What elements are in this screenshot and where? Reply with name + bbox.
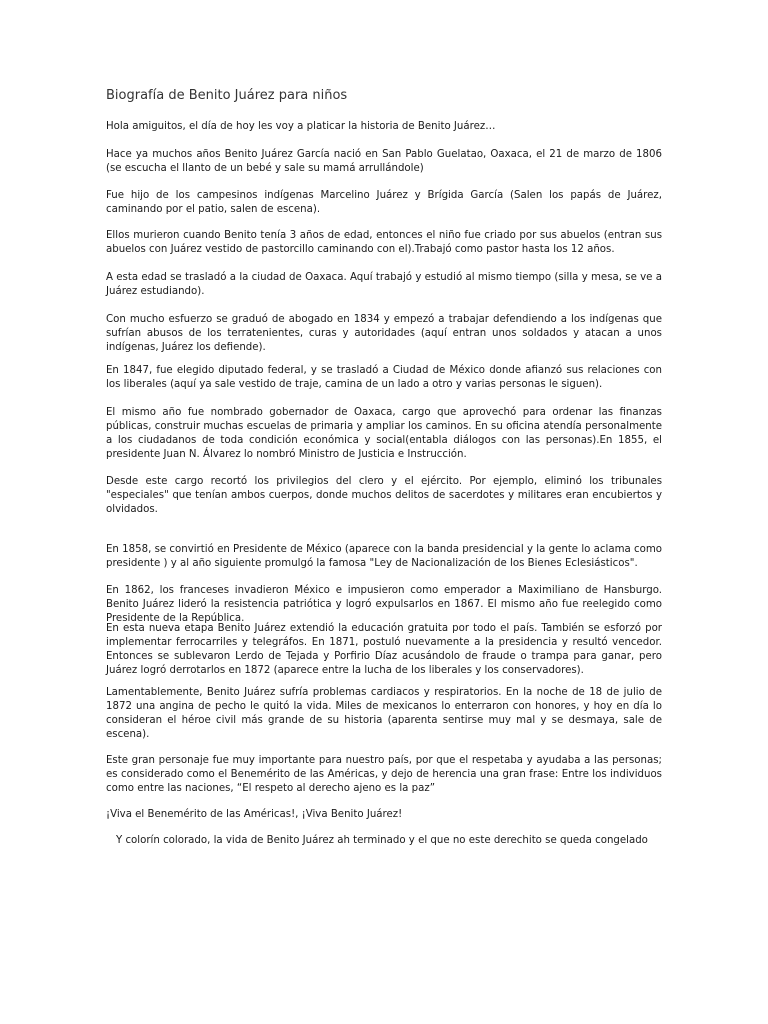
document-title: Biografía de Benito Juárez para niños (106, 88, 348, 103)
paragraph-education: En esta nueva etapa Benito Juárez extendió la educación gratuita por todo el país. También se esforzó por implementar ferrocarriles y telegráfos. En 1871, postuló nuevamente a la presidencia y resultó vencedor. Entonces se sublevaron Lerdo de Tejada y Porfirio Díaz acusándolo de fraude o trampa para ganar, pero Juárez logró derrotarlos en 1872 (aparece entre la lucha de los liberales y los conservadores). (106, 623, 662, 676)
paragraph-president: En 1858, se convirtió en Presidente de México (aparece con la banda presidencial y la gente lo aclama como presidente ) y al año siguiente promulgó la famosa "Ley de Nacionalización de los Bienes Eclesiásticos". (106, 544, 662, 569)
paragraph-lawyer: Con mucho esfuerzo se graduó de abogado en 1834 y empezó a trabajar defendiendo a los indígenas que sufrían abusos de los terratenientes, curas y autoridades (aquí entran unos soldados y atacan a unos indígenas, Juárez los defiende). (106, 314, 662, 353)
paragraph-legacy: Este gran personaje fue muy importante para nuestro país, por que el respetaba y ayudaba a las personas; es considerado como el Benemérito de las Américas, y dejo de herencia una gran frase: Entre los individuos como entre las naciones, “El respeto al derecho ajeno es la paz” (106, 755, 662, 794)
paragraph-birth: Hace ya muchos años Benito Juárez García nació en San Pablo Guelatao, Oaxaca, el 21 de marzo de 1806 (se escucha el llanto de un bebé y sale su mamá arrullándole) (106, 149, 662, 174)
paragraph-deputy: En 1847, fue elegido diputado federal, y se trasladó a Ciudad de México donde afianzó sus relaciones con los liberales (aquí ya sale vestido de traje, camina de un lado a otro y varias personas le siguen). (106, 365, 662, 390)
paragraph-death: Lamentablemente, Benito Juárez sufría problemas cardiacos y respiratorios. En la noche de 18 de julio de 1872 una angina de pecho le quitó la vida. Miles de mexicanos lo enterraron con honores, y hoy en día lo consideran el héroe civil más grande de su historia (aparenta sentirse muy mal y se desmaya, sale de escena). (106, 687, 662, 740)
paragraph-grandparents: Ellos murieron cuando Benito tenía 3 años de edad, entonces el niño fue criado por sus abuelos (entran sus abuelos con Juárez vestido de pastorcillo caminando con el).Trabajó como pastor hasta los 12 años. (106, 230, 662, 255)
paragraph-viva: ¡Viva el Benemérito de las Américas!, ¡Viva Benito Juárez! (106, 809, 403, 820)
paragraph-parents: Fue hijo de los campesinos indígenas Marcelino Juárez y Brígida García (Salen los papás de Juárez, caminando por el patio, salen de escena). (106, 190, 662, 215)
paragraph-oaxaca: A esta edad se trasladó a la ciudad de Oaxaca. Aquí trabajó y estudió al mismo tiempo (silla y mesa, se ve a Juárez estudiando). (106, 272, 662, 297)
paragraph-privileges: Desde este cargo recortó los privilegios del clero y el ejército. Por ejemplo, eliminó los tribunales "especiales" que tenían ambos cuerpos, donde muchos delitos de sacerdotes y militares eran encubiertos y olvidados. (106, 476, 662, 515)
paragraph-ending: Y colorín colorado, la vida de Benito Juárez ah terminado y el que no este derechito se queda congelado (116, 835, 648, 846)
paragraph-governor: El mismo año fue nombrado gobernador de Oaxaca, cargo que aprovechó para ordenar las finanzas públicas, construir muchas escuelas de primaria y ampliar los caminos. En su oficina atendía personalmente a los ciudadanos de toda condición económica y social(entabla diálogos con las personas).En 1855, el presidente Juan N. Álvarez lo nombró Ministro de Justicia e Instrucción. (106, 407, 662, 460)
paragraph-greeting: Hola amiguitos, el día de hoy les voy a platicar la historia de Benito Juárez… (106, 121, 496, 132)
paragraph-french: En 1862, los franceses invadieron México e impusieron como emperador a Maximiliano de Hansburgo. Benito Juárez lideró la resistencia patriótica y logró expulsarlos en 1867. El mismo año fue reelegido como Presidente de la República. (106, 585, 662, 624)
